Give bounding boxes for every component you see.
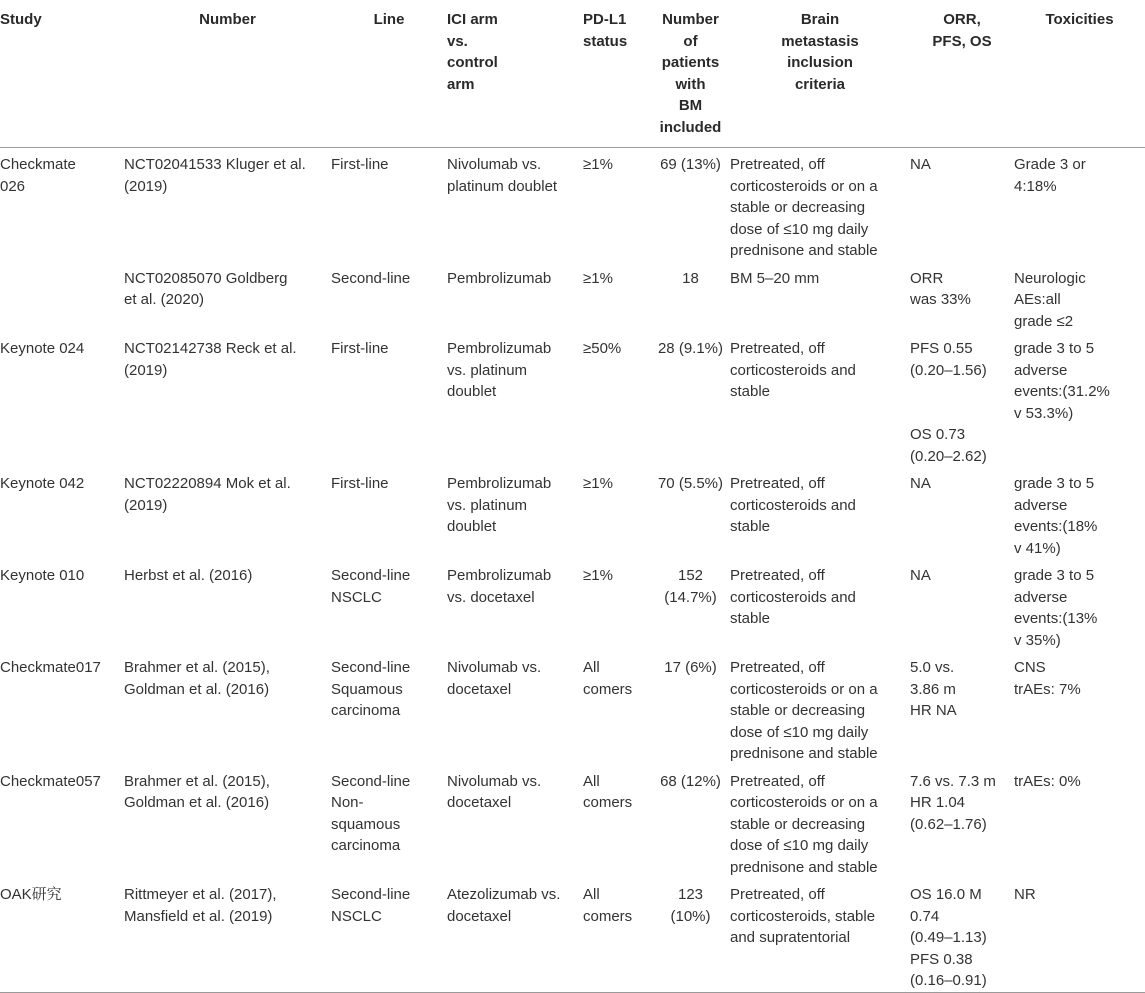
- cell-ici-arm: [447, 651, 583, 765]
- cell-line: HR 1.04: [910, 794, 966, 811]
- cell-line: Nivolumab vs.: [447, 156, 542, 173]
- table-row: [0, 878, 1145, 992]
- cell-study: [0, 878, 124, 992]
- cell-line: 7.6 vs. 7.3 m: [910, 772, 996, 790]
- cell-line: doublet: [447, 518, 497, 535]
- cell-line: adverse: [1014, 361, 1068, 379]
- cell-line: 152: [677, 567, 704, 584]
- cell-bm-criteria: [730, 878, 910, 992]
- cell-number: [124, 467, 331, 559]
- cell-line: Atezolizumab vs.: [447, 886, 561, 903]
- header-row: [0, 0, 1145, 148]
- cell-line: control: [447, 54, 498, 71]
- cell-bm-criteria: [730, 467, 910, 559]
- cell-line: 0.74: [910, 907, 940, 925]
- cell-line: Brahmer et al. (2015),: [124, 772, 270, 790]
- cell-line: Rittmeyer et al. (2017),: [124, 886, 277, 903]
- cell-line: corticosteroids, stable: [730, 907, 876, 925]
- cell-line: events:(31.2%: [1014, 383, 1110, 400]
- cell-line: grade ≤2: [1014, 312, 1074, 330]
- cell-line: Neurologic: [1014, 269, 1086, 287]
- cell-bm-criteria: [730, 148, 910, 262]
- cell-line: inclusion: [787, 54, 853, 71]
- cell-line: Pembrolizumab: [447, 475, 552, 492]
- cell-line: Non-: [331, 794, 364, 811]
- cell-line: (0.20–1.56): [910, 361, 987, 379]
- cell-toxicities: [1014, 559, 1145, 651]
- cell-line: NCT02220894 Mok et al.: [124, 475, 291, 492]
- cell-line: [910, 403, 1014, 425]
- cell-line: Checkmate057: [0, 772, 101, 790]
- cell-bm-patients: [651, 262, 730, 333]
- cell-orr-pfs-os: [910, 262, 1014, 333]
- cell-line: doublet: [447, 383, 497, 400]
- cell-bm-criteria: [730, 332, 910, 467]
- cell-line: v 41%): [1014, 539, 1061, 557]
- cell-toxicities: [1014, 148, 1145, 262]
- cell-line: squamous: [331, 815, 401, 833]
- header-bm-patients: [651, 0, 730, 148]
- cell-line: (10%): [670, 907, 711, 925]
- cell-line: comers: [583, 680, 633, 698]
- cell-orr-pfs-os: [910, 651, 1014, 765]
- cell-line: Line: [373, 11, 405, 28]
- cell-number: [124, 878, 331, 992]
- cell-line: carcinoma: [331, 837, 401, 854]
- cell-line: First-line: [331, 340, 389, 357]
- cell-orr-pfs-os: [910, 148, 1014, 262]
- cell-line: dose of ≤10 mg daily: [730, 723, 869, 741]
- cell-line: PFS 0.38: [910, 950, 973, 968]
- cell-line: 026: [0, 177, 26, 195]
- header-toxicities: [1014, 0, 1145, 148]
- cell-line: 5.0 vs.: [910, 659, 955, 676]
- cell-line: docetaxel: [447, 680, 512, 698]
- cell-line: comers: [583, 907, 633, 925]
- cell-line: NA: [910, 475, 931, 492]
- cell-line: 123: [677, 886, 704, 903]
- cell-line: Pembrolizumab: [447, 340, 552, 357]
- cell-number: [124, 148, 331, 262]
- cell-orr-pfs-os: [910, 559, 1014, 651]
- cell-line: stable or decreasing: [730, 199, 866, 216]
- cell-line: All: [583, 659, 600, 676]
- cell-line: et al. (2020): [124, 291, 205, 308]
- cell-line: OAK研究: [0, 886, 62, 903]
- cell-study: [0, 467, 124, 559]
- cell-line: vs. docetaxel: [447, 588, 535, 606]
- cell-bm-patients: [651, 332, 730, 467]
- cell-toxicities: [1014, 332, 1145, 467]
- cell-number: [124, 262, 331, 333]
- cell-number: [124, 559, 331, 651]
- cell-line: dose of ≤10 mg daily: [730, 837, 869, 854]
- table-row: [0, 262, 1145, 333]
- cell-line: corticosteroids and: [730, 361, 856, 379]
- cell-line: NSCLC: [331, 907, 382, 925]
- header-ici-arm: [447, 0, 583, 148]
- table-row: [0, 559, 1145, 651]
- cell-line: (2019): [124, 177, 168, 195]
- cell-line: Keynote 010: [0, 567, 85, 584]
- cell-line: ORR: [910, 269, 944, 287]
- cell-line: 68 (12%): [660, 772, 721, 790]
- cell-line: Pretreated, off: [730, 567, 825, 584]
- cell-line: Number: [199, 11, 256, 28]
- cell-orr-pfs-os: [910, 878, 1014, 992]
- cell-line: (14.7%): [664, 588, 717, 606]
- cell-line: corticosteroids or on a: [730, 177, 878, 195]
- cell-pdl1-status: [583, 467, 651, 559]
- cell-line: trAEs: 7%: [1014, 680, 1081, 698]
- cell-line: ≥1%: [583, 156, 613, 173]
- cell-line: [331, 765, 447, 879]
- cell-line: [331, 262, 447, 333]
- cell-line: stable or decreasing: [730, 702, 866, 719]
- cell-study: [0, 148, 124, 262]
- cell-line: platinum doublet: [447, 177, 558, 195]
- cell-line: carcinoma: [331, 702, 401, 719]
- cell-line: prednisone and stable: [730, 242, 878, 259]
- cell-pdl1-status: [583, 878, 651, 992]
- cell-pdl1-status: [583, 765, 651, 879]
- cell-line: [331, 332, 447, 467]
- table-body: [0, 148, 1145, 993]
- cell-number: [124, 651, 331, 765]
- cell-line: Second-line: [331, 659, 411, 676]
- cell-pdl1-status: [583, 262, 651, 333]
- cell-study: [0, 559, 124, 651]
- cell-bm-patients: [651, 651, 730, 765]
- cell-bm-criteria: [730, 559, 910, 651]
- cell-line: ≥50%: [583, 340, 622, 357]
- cell-line: comers: [583, 794, 633, 811]
- cell-line: All: [583, 772, 600, 790]
- cell-line: Pretreated, off: [730, 340, 825, 357]
- cell-line: [331, 467, 447, 559]
- cell-line: ≥1%: [583, 567, 613, 584]
- cell-bm-patients: [651, 467, 730, 559]
- cell-line: First-line: [331, 156, 389, 173]
- cell-line: of: [683, 32, 698, 50]
- cell-line: Checkmate: [0, 156, 76, 173]
- cell-line: Second-line: [331, 567, 411, 584]
- cell-bm-criteria: [730, 651, 910, 765]
- cell-line: Squamous: [331, 680, 403, 698]
- cell-line: 18: [682, 269, 699, 287]
- cell-line: (2019): [124, 496, 168, 514]
- cell-line: (0.62–1.76): [910, 815, 987, 833]
- cell-line: ORR,: [943, 11, 981, 28]
- cell-line: NSCLC: [331, 588, 382, 606]
- cell-bm-criteria: [730, 262, 910, 333]
- cell-line: Goldman et al. (2016): [124, 680, 270, 698]
- cell-line: (0.16–0.91): [910, 972, 987, 989]
- cell-line: NCT02142738 Reck et al.: [124, 340, 297, 357]
- cell-line: adverse: [1014, 496, 1068, 514]
- cell-ici-arm: [447, 262, 583, 333]
- cell-line: ≥1%: [583, 269, 613, 287]
- cell-bm-patients: [651, 559, 730, 651]
- header-line: [331, 0, 447, 148]
- cell-line: Number: [662, 11, 719, 28]
- cell-line: Herbst et al. (2016): [124, 567, 253, 584]
- cell-line: OS 0.73: [910, 426, 966, 443]
- cell-line: PFS 0.55: [910, 340, 973, 357]
- cell-ici-arm: [447, 765, 583, 879]
- cell-study: [0, 765, 124, 879]
- cell-line: adverse: [1014, 588, 1068, 606]
- cell-line: included: [659, 118, 722, 136]
- cell-line: stable: [730, 610, 771, 627]
- cell-line: Pretreated, off: [730, 772, 825, 790]
- cell-line: 3.86 m: [910, 680, 956, 698]
- cell-ici-arm: [447, 332, 583, 467]
- cell-pdl1-status: [583, 148, 651, 262]
- cell-toxicities: [1014, 765, 1145, 879]
- table-row: [0, 651, 1145, 765]
- cell-line: Keynote 024: [0, 340, 85, 357]
- cell-line: 4:18%: [1014, 177, 1057, 195]
- cell-bm-criteria: [730, 765, 910, 879]
- cell-line: ≥1%: [583, 475, 613, 492]
- table-row: [0, 148, 1145, 262]
- cell-bm-patients: [651, 148, 730, 262]
- cell-number: [124, 332, 331, 467]
- cell-line: First-line: [331, 475, 389, 492]
- cell-line: Pretreated, off: [730, 886, 825, 903]
- cell-line: (0.20–2.62): [910, 447, 987, 465]
- cell-line: grade 3 to 5: [1014, 567, 1095, 584]
- cell-number: [124, 765, 331, 879]
- cell-line: events:(13%: [1014, 610, 1098, 627]
- cell-orr-pfs-os: [910, 467, 1014, 559]
- cell-line: with: [675, 75, 706, 93]
- cell-line: grade 3 to 5: [1014, 340, 1095, 357]
- cell-line: and supratentorial: [730, 929, 851, 946]
- cell-line: HR NA: [910, 702, 957, 719]
- header-study: [0, 0, 124, 148]
- cell-line: [331, 878, 447, 992]
- cell-ici-arm: [447, 878, 583, 992]
- cell-line: Mansfield et al. (2019): [124, 907, 273, 925]
- cell-line: Checkmate017: [0, 659, 101, 676]
- cell-line: criteria: [794, 75, 846, 93]
- cell-line: corticosteroids and: [730, 496, 856, 514]
- cell-ici-arm: [447, 559, 583, 651]
- cell-line: Goldman et al. (2016): [124, 794, 270, 811]
- cell-line: (0.49–1.13): [910, 929, 987, 946]
- cell-line: Second-line: [331, 269, 411, 287]
- cell-line: BM 5–20 mm: [730, 269, 820, 287]
- cell-line: stable: [730, 383, 771, 400]
- cell-line: v 35%): [1014, 631, 1061, 649]
- cell-line: Keynote 042: [0, 475, 85, 492]
- cell-pdl1-status: [583, 332, 651, 467]
- cell-line: NA: [910, 567, 931, 584]
- cell-line: v 53.3%): [1014, 404, 1074, 422]
- cell-line: [331, 559, 447, 651]
- header-pdl1-status: [583, 0, 651, 148]
- cell-line: Pembrolizumab: [447, 567, 552, 584]
- cell-line: grade 3 to 5: [1014, 475, 1095, 492]
- cell-line: trAEs: 0%: [1014, 772, 1081, 790]
- cell-line: dose of ≤10 mg daily: [730, 220, 869, 238]
- cell-study: [0, 332, 124, 467]
- cell-toxicities: [1014, 878, 1145, 992]
- cell-line: corticosteroids or on a: [730, 794, 878, 811]
- cell-line: NCT02041533 Kluger et al.: [124, 156, 306, 173]
- cell-orr-pfs-os: [910, 765, 1014, 879]
- cell-line: Grade 3 or: [1014, 156, 1086, 173]
- cell-line: stable: [730, 518, 771, 535]
- cell-line: Second-line: [331, 772, 411, 790]
- cell-line: status: [583, 32, 628, 50]
- cell-line: vs. platinum: [447, 361, 528, 379]
- cell-line: [331, 148, 447, 262]
- cell-line: Toxicities: [1045, 11, 1114, 28]
- cell-line: [910, 381, 1014, 403]
- cell-line: corticosteroids and: [730, 588, 856, 606]
- cell-line: stable or decreasing: [730, 815, 866, 833]
- cell-line: All: [583, 886, 600, 903]
- cell-line: PFS, OS: [932, 32, 992, 50]
- cell-line: PD-L1: [583, 11, 627, 28]
- cell-line: NCT02085070 Goldberg: [124, 269, 288, 287]
- cell-line: BM: [678, 97, 703, 114]
- cell-line: vs. platinum: [447, 496, 528, 514]
- cell-line: Study: [0, 11, 42, 28]
- cell-line: Nivolumab vs.: [447, 772, 542, 790]
- cell-line: Pretreated, off: [730, 659, 825, 676]
- cell-pdl1-status: [583, 559, 651, 651]
- cell-line: arm: [447, 75, 475, 93]
- cell-line: Brain: [800, 11, 840, 28]
- cell-line: Second-line: [331, 886, 411, 903]
- cell-line: [331, 651, 447, 765]
- cell-ici-arm: [447, 148, 583, 262]
- cell-line: patients: [661, 54, 720, 71]
- cell-line: Brahmer et al. (2015),: [124, 659, 270, 676]
- cell-line: events:(18%: [1014, 518, 1098, 535]
- cell-line: 69 (13%): [660, 156, 721, 173]
- table-row: [0, 467, 1145, 559]
- header-orr-pfs-os: [910, 0, 1014, 148]
- cell-toxicities: [1014, 651, 1145, 765]
- cell-line: docetaxel: [447, 794, 512, 811]
- cell-study: [0, 651, 124, 765]
- cell-pdl1-status: [583, 651, 651, 765]
- cell-line: prednisone and stable: [730, 858, 878, 876]
- cell-orr-pfs-os: [910, 332, 1014, 467]
- cell-line: vs.: [447, 32, 468, 50]
- cell-line: was 33%: [910, 291, 971, 308]
- cell-line: Pembrolizumab: [447, 269, 552, 287]
- header-number: [124, 0, 331, 148]
- cell-line: prednisone and stable: [730, 745, 878, 762]
- cell-line: Pretreated, off: [730, 156, 825, 173]
- cell-study: [0, 262, 124, 333]
- cell-line: Nivolumab vs.: [447, 659, 542, 676]
- cell-line: NR: [1014, 886, 1036, 903]
- table-row: [0, 765, 1145, 879]
- cell-line: corticosteroids or on a: [730, 680, 878, 698]
- cell-line: CNS: [1014, 659, 1046, 676]
- header-bm-criteria: [730, 0, 910, 148]
- cell-line: 70 (5.5%): [657, 475, 724, 492]
- cell-bm-patients: [651, 765, 730, 879]
- cell-line: NA: [910, 156, 931, 173]
- cell-line: docetaxel: [447, 907, 512, 925]
- cell-line: OS 16.0 M: [910, 886, 982, 903]
- cell-line: (2019): [124, 361, 168, 379]
- cell-line: Pretreated, off: [730, 475, 825, 492]
- cell-line: 28 (9.1%): [657, 340, 724, 357]
- cell-ici-arm: [447, 467, 583, 559]
- cell-line: AEs:all: [1014, 291, 1061, 308]
- cell-toxicities: [1014, 467, 1145, 559]
- cell-toxicities: [1014, 262, 1145, 333]
- cell-line: 17 (6%): [664, 659, 717, 676]
- cell-line: metastasis: [781, 32, 859, 50]
- cell-line: ICI arm: [447, 11, 498, 28]
- table-row: [0, 332, 1145, 467]
- cell-bm-patients: [651, 878, 730, 992]
